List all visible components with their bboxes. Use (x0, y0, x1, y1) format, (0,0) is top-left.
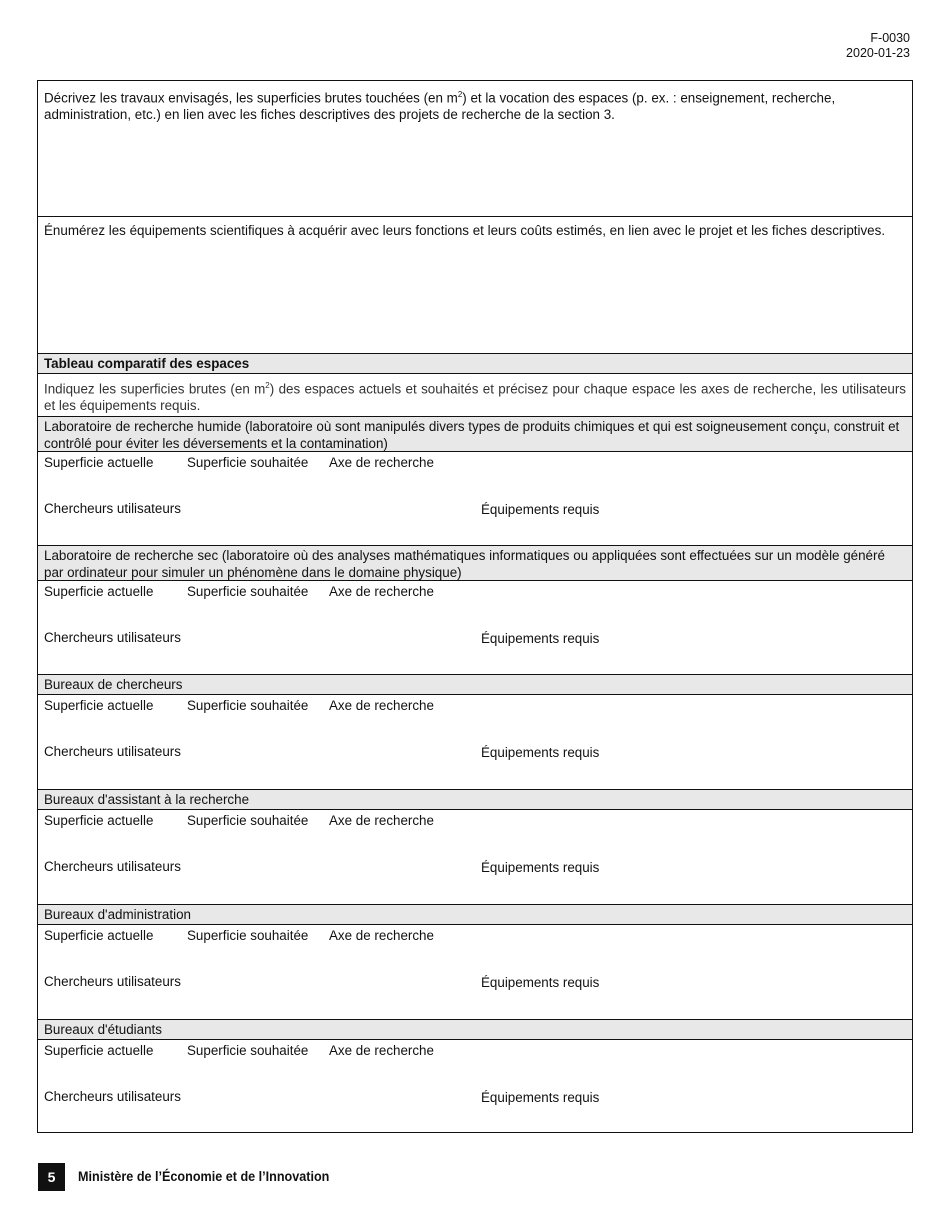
space-section (38, 674, 912, 788)
research-axis-field[interactable]: Axe de recherche (329, 1043, 434, 1058)
section-fields (38, 452, 912, 545)
note-sup: 2 (265, 381, 270, 390)
desired-area-field[interactable]: Superficie souhaitée (187, 698, 309, 713)
researchers-field[interactable]: Chercheurs utilisateurs (44, 859, 181, 874)
equipment-required-field[interactable]: Équipements requis (481, 860, 600, 875)
note-start: Indiquez les superficies brutes (en m (44, 381, 266, 397)
works-instruction-start: Décrivez les travaux envisagés, les superficies brutes touchées (en m (44, 90, 458, 106)
current-area-field[interactable]: Superficie actuelle (44, 813, 154, 828)
page-number-badge: 5 (38, 1163, 65, 1191)
researchers-field[interactable]: Chercheurs utilisateurs (44, 630, 181, 645)
equipment-required-field[interactable]: Équipements requis (481, 745, 600, 760)
ministry-name: Ministère de l’Économie et de l’Innovation (78, 1168, 330, 1184)
section-title: Laboratoire de recherche sec (laboratoire où des analyses mathématiques informatiques ou appliquées sont effectuées sur un modèle généré par ordinateur pour simuler un phénomène dans le domaine physique) (38, 545, 912, 581)
desired-area-field[interactable]: Superficie souhaitée (187, 813, 309, 828)
researchers-field[interactable]: Chercheurs utilisateurs (44, 1089, 181, 1104)
desired-area-field[interactable]: Superficie souhaitée (187, 455, 309, 470)
works-instruction-end: ) et la vocation des espaces (p. ex. : enseignement, recherche, administration, etc.) en lien avec les fiches descriptives des projets de recherche de la section 3. (44, 90, 836, 123)
researchers-field[interactable]: Chercheurs utilisateurs (44, 744, 181, 759)
works-instruction-sup: 2 (457, 90, 463, 99)
current-area-field[interactable]: Superficie actuelle (44, 584, 154, 599)
researchers-field[interactable]: Chercheurs utilisateurs (44, 974, 181, 989)
form-code: F-0030 (870, 31, 910, 45)
desired-area-field[interactable]: Superficie souhaitée (187, 1043, 309, 1058)
space-section (38, 545, 912, 674)
researchers-field[interactable]: Chercheurs utilisateurs (44, 501, 181, 516)
desired-area-field[interactable]: Superficie souhaitée (187, 928, 309, 943)
equipment-required-field[interactable]: Équipements requis (481, 975, 600, 990)
form-identifier (846, 31, 910, 61)
space-section (38, 904, 912, 1018)
equipment-description-field[interactable] (38, 217, 912, 353)
section-fields (38, 581, 912, 674)
form-frame (37, 80, 913, 1133)
space-section (38, 789, 912, 903)
equipment-required-field[interactable]: Équipements requis (481, 631, 600, 646)
section-title: Bureaux d'étudiants (38, 1019, 912, 1040)
research-axis-field[interactable]: Axe de recherche (329, 584, 434, 599)
equipment-instruction: Énumérez les équipements scientifiques à acquérir avec leurs fonctions et leurs coûts estimés, en lien avec le projet et les fiches descriptives. (44, 223, 886, 238)
section-fields (38, 1040, 912, 1133)
comparative-table-note (38, 376, 912, 418)
current-area-field[interactable]: Superficie actuelle (44, 698, 154, 713)
equipment-required-field[interactable]: Équipements requis (481, 1090, 600, 1105)
section-fields (38, 810, 912, 903)
research-axis-field[interactable]: Axe de recherche (329, 698, 434, 713)
section-title: Bureaux de chercheurs (38, 674, 912, 695)
research-axis-field[interactable]: Axe de recherche (329, 928, 434, 943)
section-title: Bureaux d'administration (38, 904, 912, 925)
research-axis-field[interactable]: Axe de recherche (329, 813, 434, 828)
section-fields (38, 695, 912, 788)
section-fields (38, 925, 912, 1018)
space-section (38, 416, 912, 545)
section-title: Bureaux d'assistant à la recherche (38, 789, 912, 810)
form-date: 2020-01-23 (846, 46, 910, 60)
works-description-field[interactable] (38, 81, 912, 217)
current-area-field[interactable]: Superficie actuelle (44, 928, 154, 943)
section-title: Laboratoire de recherche humide (laboratoire où sont manipulés divers types de produits chimiques et qui est soigneusement conçu, construit et contrôlé pour éviter les déversements et la contamination) (38, 416, 912, 452)
equipment-required-field[interactable]: Équipements requis (481, 502, 600, 517)
current-area-field[interactable]: Superficie actuelle (44, 455, 154, 470)
desired-area-field[interactable]: Superficie souhaitée (187, 584, 309, 599)
space-section (38, 1019, 912, 1133)
note-end: ) des espaces actuels et souhaités et précisez pour chaque espace les axes de recherche, les utilisateurs et les équipements requis. (44, 381, 907, 414)
comparative-table-title: Tableau comparatif des espaces (38, 353, 912, 374)
research-axis-field[interactable]: Axe de recherche (329, 455, 434, 470)
current-area-field[interactable]: Superficie actuelle (44, 1043, 154, 1058)
